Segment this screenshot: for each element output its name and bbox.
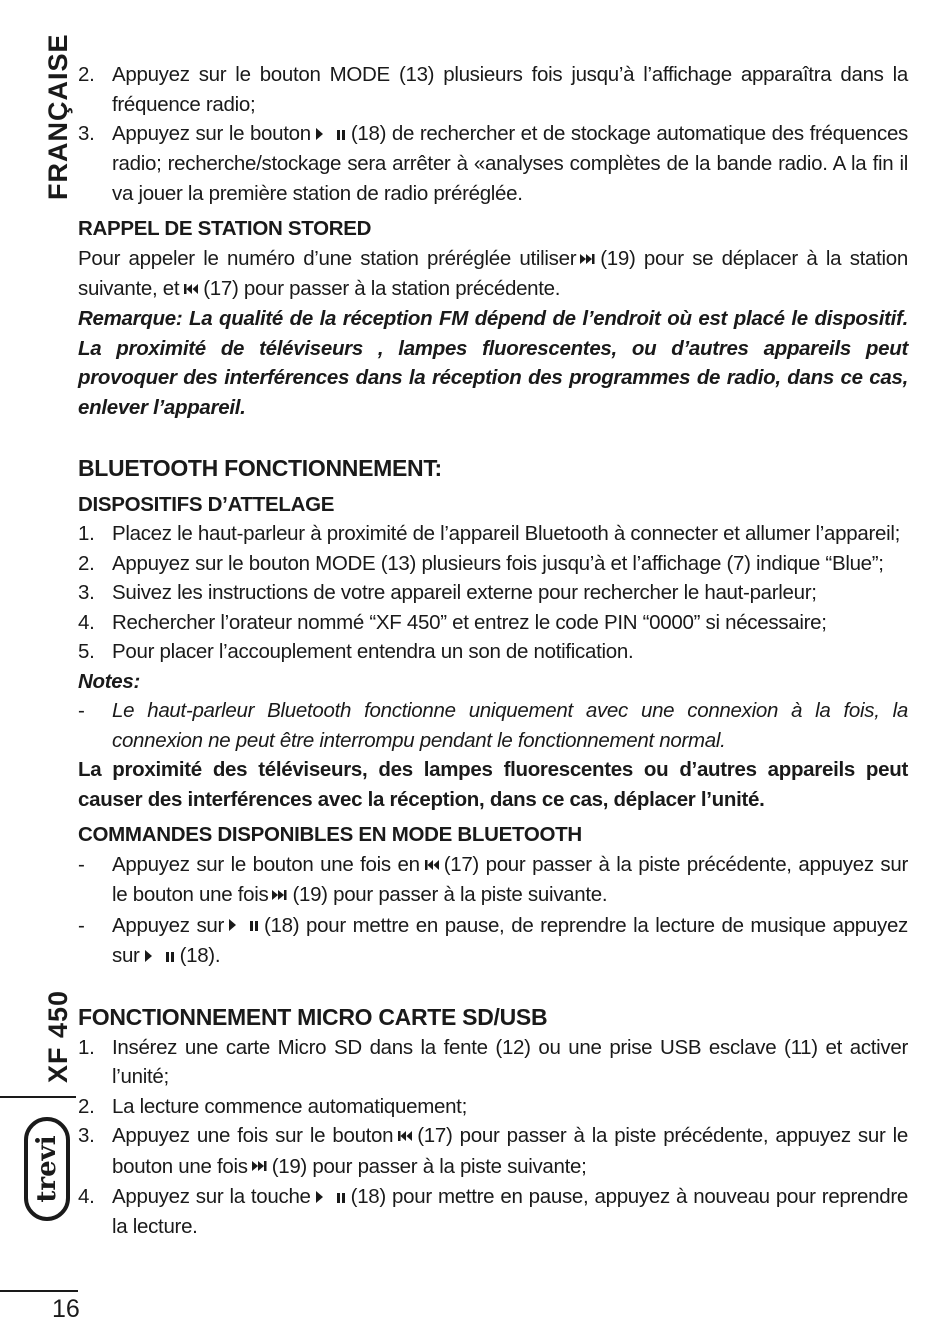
footer-divider xyxy=(0,1290,78,1292)
fm-remark: Remarque: La qualité de la réception FM dépend de l’endroit où est placé le dispositif. La proximité de téléviseurs , lampes fluorescentes, ou d’autres appareils peut provoquer des interférences dans la réception des programmes de radio, dans ce cas, enlever l’appareil. xyxy=(78,307,908,419)
next-track-icon xyxy=(579,245,597,275)
language-tab: FRANÇAISE xyxy=(43,33,73,200)
note-item: - Le haut-parleur Bluetooth fonctionne uniquement avec une connexion à la fois, la connexion ne peut être interrompu pendant le fonctionnement normal. xyxy=(78,699,908,752)
list-item: 4. Rechercher l’orateur nommé “XF 450” et entrez le code PIN “0000” si nécessaire; xyxy=(78,610,827,634)
list-item: 3. Appuyez sur le bouton (18) de rechercher et de stockage automatique des fréquences radio; recherche/stockage sera arrêter à «analyses complètes de la bande radio. A la fin il va jouer la première station de radio préréglée. xyxy=(78,119,908,208)
interference-warning: La proximité des téléviseurs, des lampes fluorescentes ou d’autres appareils peut causer des interférences avec la réception, dans ce cas, déplacer l’unité. xyxy=(78,758,908,811)
list-item: 2. La lecture commence automatiquement; xyxy=(78,1094,467,1118)
list-item: 5. Pour placer l’accouplement entendra un son de notification. xyxy=(78,640,634,664)
list-item: 2. Appuyez sur le bouton MODE (13) plusieurs fois jusqu’à l’affichage apparaîtra dans la fréquence radio; xyxy=(78,63,908,116)
section-title-recall: RAPPEL DE STATION STORED xyxy=(78,217,372,241)
next-track-icon xyxy=(251,1152,269,1182)
list-item: 4. Appuyez sur la touche (18) pour mettre en pause, appuyez à nouveau pour reprendre la lecture. xyxy=(78,1182,908,1242)
list-item: 1. Insérez une carte Micro SD dans la fente (12) ou une prise USB esclave (11) et activer l’unité; xyxy=(78,1035,908,1089)
list-item: 2. Appuyez sur le bouton MODE (13) plusieurs fois jusqu’à et l’affichage (7) indique “Blue”; xyxy=(78,551,884,575)
brand-logo-text: trevi xyxy=(32,1135,62,1203)
list-item: 3. Suivez les instructions de votre appareil externe pour rechercher le haut-parleur; xyxy=(78,581,817,605)
next-track-icon xyxy=(271,881,289,911)
recall-text: Pour appeler le numéro d’une station préréglée utiliser (19) pour se déplacer à la station suivante, et (17) pour passer à la station précédente. xyxy=(78,244,908,305)
commands-title: COMMANDES DISPONIBLES EN MODE BLUETOOTH xyxy=(78,823,582,847)
model-tab: XF 450 xyxy=(43,989,73,1083)
list-item: - Appuyez sur (18) pour mettre en pause, de reprendre la lecture de musique appuyez sur (18). xyxy=(78,911,908,972)
list-item: 3. Appuyez une fois sur le bouton (17) pour passer à la piste précédente, appuyez sur le bouton une fois (19) pour passer à la piste suivante; xyxy=(78,1121,908,1182)
side-divider xyxy=(0,1096,76,1098)
pairing-title: DISPOSITIFS D’ATTELAGE xyxy=(78,492,335,516)
play-pause-icon xyxy=(314,120,348,150)
page-content xyxy=(78,60,908,1242)
page-number: 16 xyxy=(52,1295,80,1323)
previous-track-icon xyxy=(396,1122,414,1152)
play-pause-icon xyxy=(227,911,261,941)
previous-track-icon xyxy=(423,851,441,881)
play-pause-icon xyxy=(143,942,177,972)
notes-title: Notes: xyxy=(78,669,140,693)
section-title-bluetooth: BLUETOOTH FONCTIONNEMENT: xyxy=(78,455,442,482)
brand-logo xyxy=(24,1117,70,1221)
previous-track-icon xyxy=(182,275,200,305)
play-pause-icon xyxy=(314,1183,348,1213)
section-title-sdusb: FONCTIONNEMENT MICRO CARTE SD/USB xyxy=(78,1004,548,1031)
list-item: 1. Placez le haut-parleur à proximité de l’appareil Bluetooth à connecter et allumer l’appareil; xyxy=(78,522,900,546)
list-item: - Appuyez sur le bouton une fois en (17) pour passer à la piste précédente, appuyez sur le bouton une fois (19) pour passer à la piste suivante. xyxy=(78,850,908,911)
